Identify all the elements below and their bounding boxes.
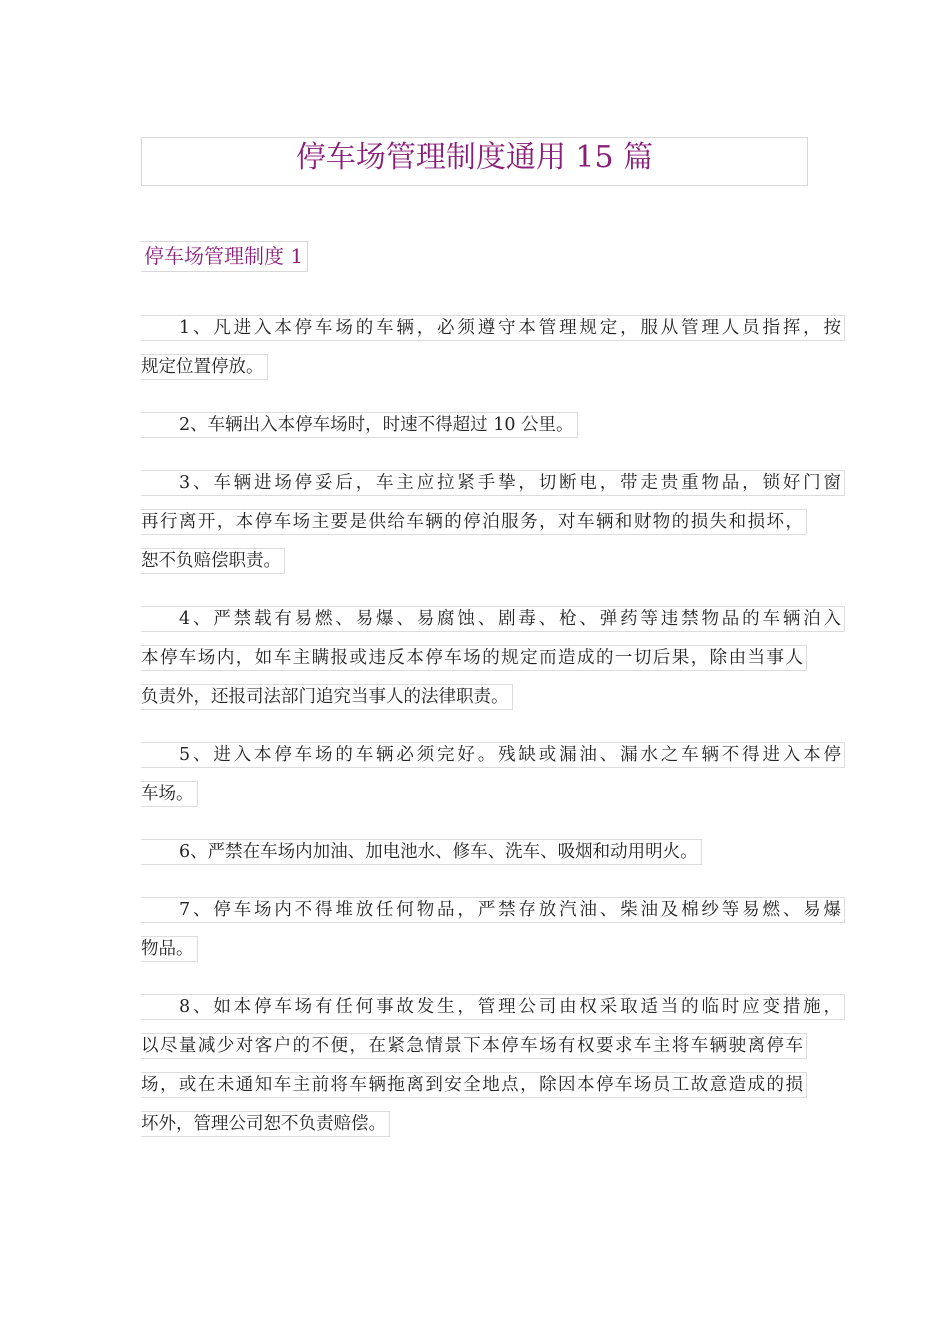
paragraph-line-text: 坏外，管理公司恕不负责赔偿。 [141, 1111, 390, 1137]
paragraph-8 [141, 994, 841, 1150]
paragraph-line-text: 规定位置停放。 [141, 354, 268, 380]
paragraph-line-text: 8、如本停车场有任何事故发生，管理公司由权采取适当的临时应变措施， [141, 994, 845, 1020]
paragraph-line [141, 606, 841, 645]
paragraph-line [141, 412, 808, 451]
paragraph-1 [141, 315, 841, 393]
paragraph-3 [141, 470, 841, 587]
paragraph-line-text: 2、车辆出入本停车场时，时速不得超过 10 公里。 [141, 412, 578, 438]
paragraph-line-text: 1、凡进入本停车场的车辆，必须遵守本管理规定，服从管理人员指挥，按 [141, 315, 845, 341]
paragraph-line [141, 1033, 808, 1072]
paragraph-line-text: 7、停车场内不得堆放任何物品，严禁存放汽油、柴油及棉纱等易燃、易爆 [141, 897, 845, 923]
paragraph-2 [141, 412, 808, 451]
paragraph-line-text: 场，或在未通知车主前将车辆拖离到安全地点，除因本停车场员工故意造成的损 [141, 1072, 807, 1098]
section-heading: 停车场管理制度 1 [141, 241, 308, 272]
paragraph-line-text: 物品。 [141, 936, 198, 962]
paragraph-line-text: 再行离开，本停车场主要是供给车辆的停泊服务，对车辆和财物的损失和损坏， [141, 509, 807, 535]
paragraph-line-text: 本停车场内，如车主瞒报或违反本停车场的规定而造成的一切后果，除由当事人 [141, 645, 807, 671]
paragraph-line [141, 509, 808, 548]
paragraph-line-text: 3、车辆进场停妥后，车主应拉紧手挚，切断电，带走贵重物品，锁好门窗 [141, 470, 845, 496]
paragraph-line [141, 1111, 808, 1150]
paragraph-6 [141, 839, 808, 878]
paragraph-7 [141, 897, 841, 975]
paragraph-line [141, 354, 808, 393]
paragraph-line [141, 742, 841, 781]
paragraph-line-text: 车场。 [141, 781, 198, 807]
paragraph-5 [141, 742, 841, 820]
paragraph-line [141, 548, 808, 587]
paragraph-line [141, 684, 808, 723]
paragraph-line [141, 839, 808, 878]
paragraph-line [141, 470, 841, 509]
paragraph-line-text: 5、进入本停车场的车辆必须完好。残缺或漏油、漏水之车辆不得进入本停 [141, 742, 845, 768]
paragraph-4 [141, 606, 841, 723]
paragraph-line-text: 负责外，还报司法部门追究当事人的法律职责。 [141, 684, 513, 710]
paragraph-line-text: 4、严禁载有易燃、易爆、易腐蚀、剧毒、枪、弹药等违禁物品的车辆泊入 [141, 606, 845, 632]
paragraph-line-text: 恕不负赔偿职责。 [141, 548, 285, 574]
paragraph-line [141, 315, 841, 354]
paragraph-line [141, 645, 808, 684]
paragraph-line-text: 以尽量减少对客户的不便，在紧急情景下本停车场有权要求车主将车辆驶离停车 [141, 1033, 807, 1059]
document-title: 停车场管理制度通用 15 篇 [141, 137, 808, 186]
paragraph-line [141, 781, 808, 820]
paragraph-line [141, 1072, 808, 1111]
paragraph-line [141, 936, 808, 975]
paragraph-line [141, 897, 841, 936]
paragraph-line-text: 6、严禁在车场内加油、加电池水、修车、洗车、吸烟和动用明火。 [141, 839, 702, 865]
paragraph-line [141, 994, 841, 1033]
